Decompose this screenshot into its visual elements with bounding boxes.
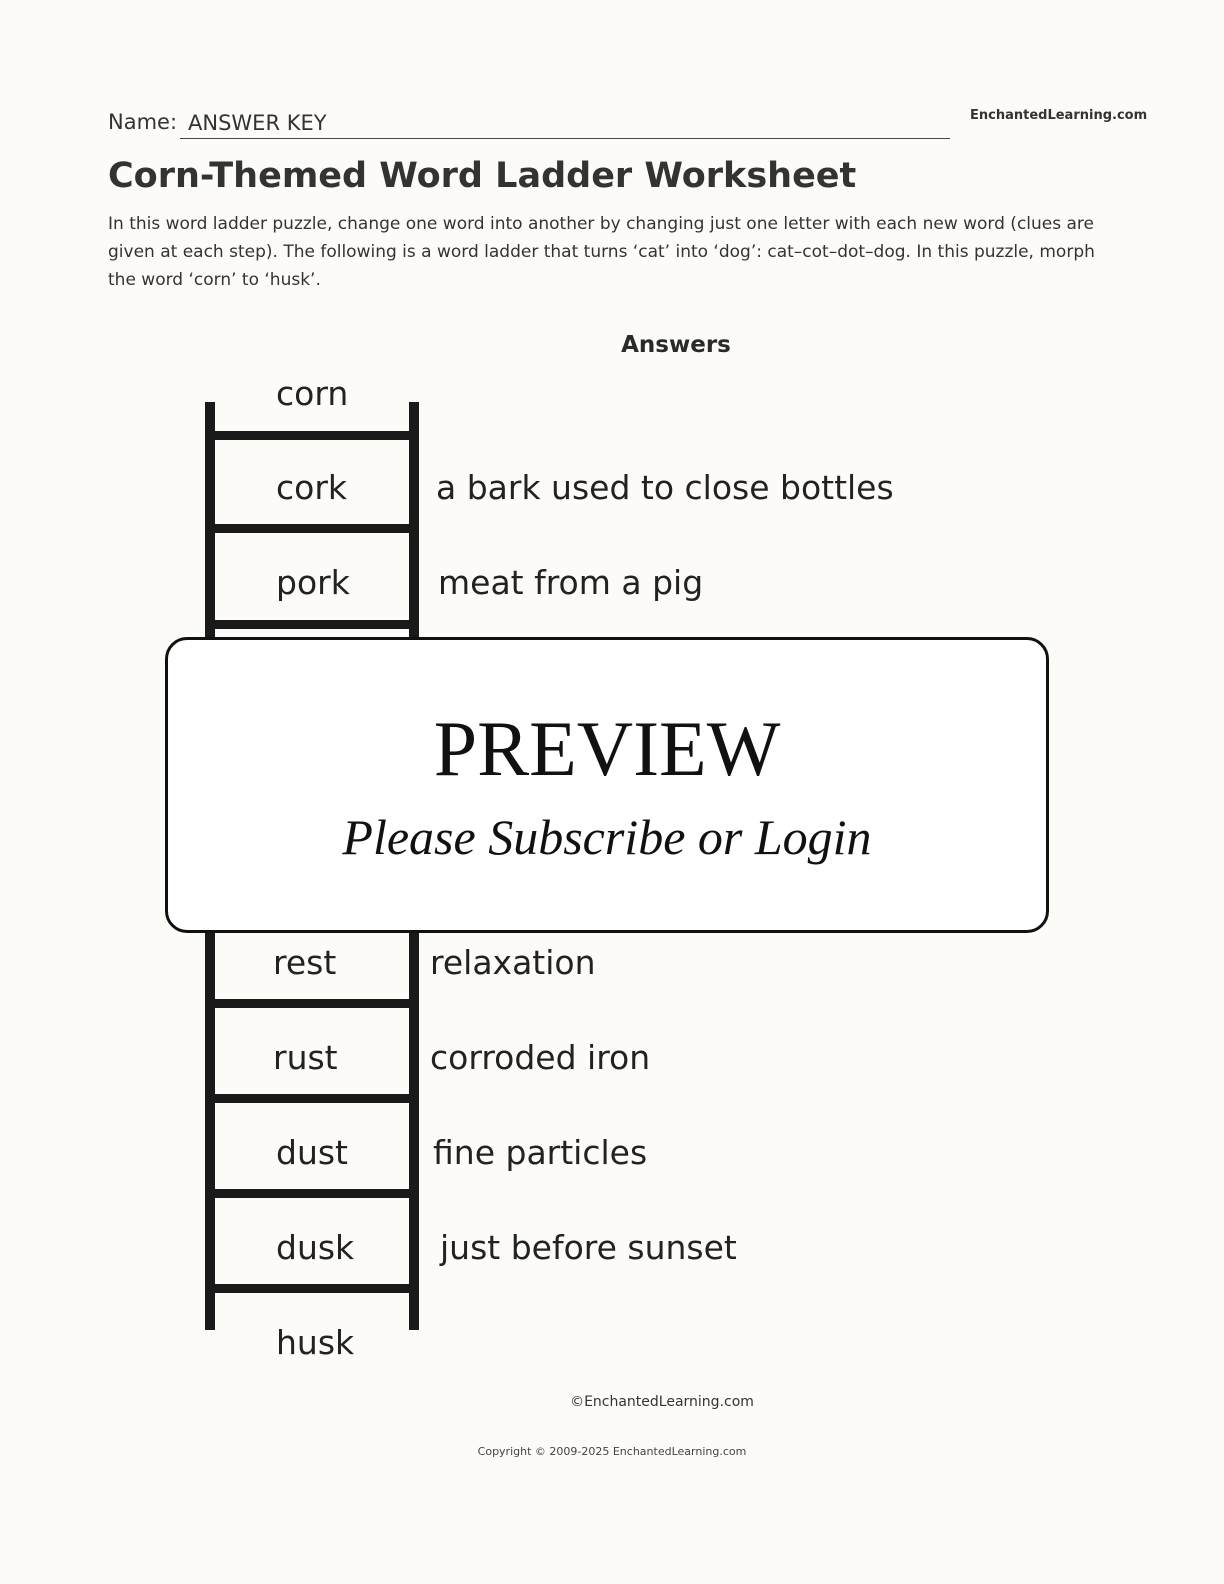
ladder-word: rest: [273, 943, 337, 982]
name-row: [108, 108, 950, 142]
ladder-rung: [210, 620, 418, 629]
ladder-clue: just before sunset: [440, 1228, 737, 1267]
ladder-clue: a bark used to close bottles: [436, 468, 894, 507]
ladder-word: rust: [273, 1038, 338, 1077]
answers-heading: Answers: [621, 332, 731, 358]
credit-line: ©EnchantedLearning.com: [570, 1394, 754, 1410]
copyright: Copyright © 2009-2025 EnchantedLearning.com: [477, 1445, 747, 1458]
name-field[interactable]: [180, 108, 950, 139]
ladder-clue: relaxation: [430, 943, 596, 982]
ladder-word: dust: [276, 1133, 348, 1172]
instructions: In this word ladder puzzle, change one word into another by changing just one letter with each new word (clues are given at each step). The following is a word ladder that turns ‘cat’ into ‘dog’: cat–cot–dot–dog. In this puzzle, morph the word ‘corn’ to ‘husk’.: [108, 214, 1095, 290]
ladder-rung: [210, 431, 418, 440]
ladder-rung: [210, 1094, 418, 1103]
ladder-word: dusk: [276, 1228, 355, 1267]
ladder-clue: meat from a pig: [438, 563, 704, 602]
preview-title: PREVIEW: [433, 705, 781, 792]
subscribe-login-link[interactable]: Please Subscribe or Login: [342, 809, 872, 865]
ladder-start-word: corn: [276, 374, 349, 413]
name-value: ANSWER KEY: [188, 111, 327, 135]
ladder-rung: [210, 999, 418, 1008]
name-label: Name:: [108, 110, 178, 134]
ladder-end-word: husk: [276, 1323, 355, 1362]
ladder-rung: [210, 1189, 418, 1198]
ladder-clue: fine particles: [433, 1133, 648, 1172]
site-logo-text: EnchantedLearning.com: [970, 108, 1148, 123]
preview-overlay[interactable]: [165, 637, 1049, 933]
ladder-clue: corroded iron: [430, 1038, 651, 1077]
ladder-rung: [210, 1284, 418, 1293]
ladder-word: cork: [276, 468, 348, 507]
ladder-rung: [210, 524, 418, 533]
page-title: Corn-Themed Word Ladder Worksheet: [108, 156, 857, 196]
ladder-word: pork: [276, 563, 350, 602]
